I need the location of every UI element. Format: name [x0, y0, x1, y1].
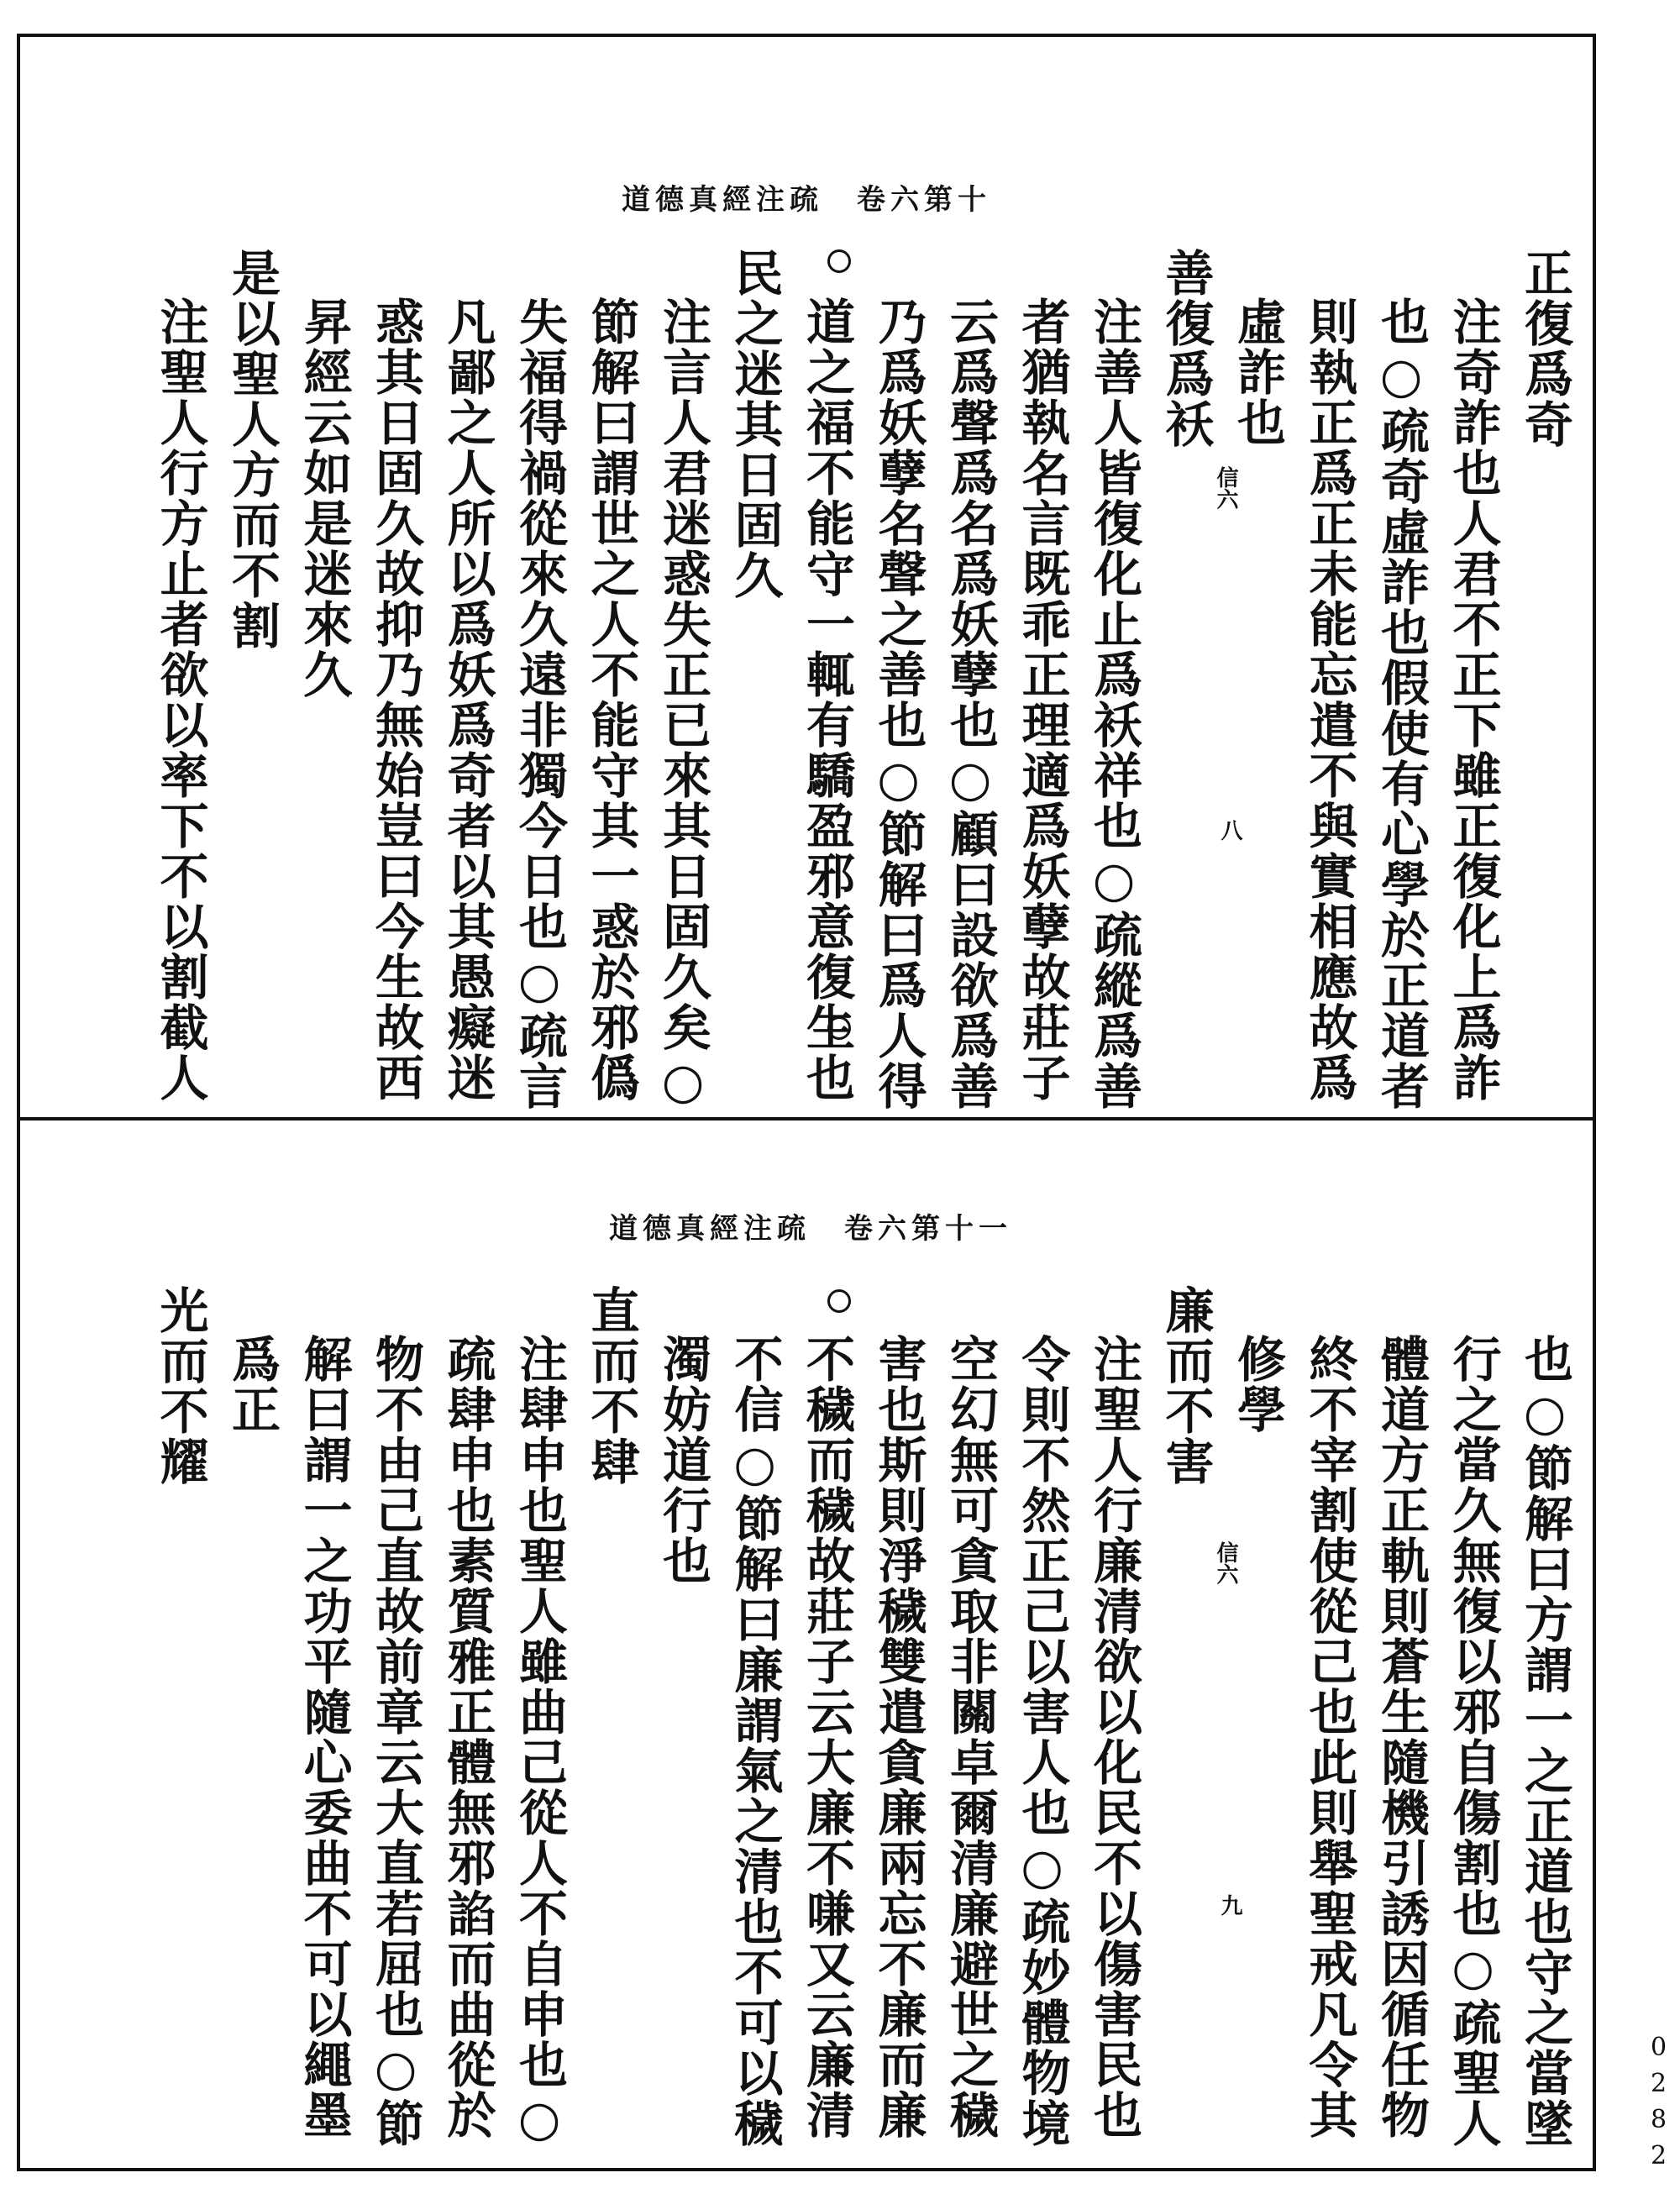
running-head: 道德真經注疏 卷六第十一: [609, 1212, 1012, 1246]
text-column: 空幻無可貪取非關卓爾清廉避世之穢: [942, 1334, 999, 2140]
margin-mark: 信六: [1213, 1541, 1238, 1585]
text-column: 凡鄙之人所以爲妖爲奇者以其愚癡迷: [438, 297, 496, 1103]
text-column: 也○疏奇虛詐也假使有心學於正道者: [1373, 297, 1430, 1111]
bottom-half: [17, 1117, 1596, 2171]
text-column: 失福得禍從來久遠非獨今日也○疏言: [511, 297, 568, 1111]
text-column: 物不由己直故前章云大直若屈也○節: [367, 1334, 424, 2149]
circle-mark: [827, 1289, 851, 1313]
text-column: 解曰謂一之功平隨心委曲不可以繩墨: [295, 1334, 353, 2140]
text-column: 不穢而穢故莊子云大廉不嗛又云廉清: [798, 1334, 855, 2140]
text-column: 光而不耀: [151, 1285, 209, 1487]
circle-mark: [827, 249, 851, 273]
text-column: 注肆申也聖人雖曲己從人不自申也○: [511, 1334, 568, 2149]
top-half: [17, 34, 1596, 1117]
margin-mark: 信六: [1213, 466, 1238, 510]
text-column: 也○節解曰方謂一之正道也守之當墜: [1516, 1334, 1573, 2149]
text-column: 注聖人行方止者欲以率下不以割截人: [151, 297, 209, 1103]
text-column: 者猶執名言既乖正理適爲妖孽故莊子: [1013, 297, 1071, 1103]
page-number: 0282: [1644, 2033, 1673, 2177]
text-column: 正復爲奇: [1516, 248, 1573, 449]
text-column: 注聖人行廉清欲以化民不以傷害民也: [1085, 1334, 1142, 2140]
text-column: 終不宰割使從己也此則舉聖戒凡令其: [1300, 1334, 1358, 2140]
text-column: 民之迷其日固久: [726, 248, 784, 601]
text-column: 體道方正軌則蒼生隨機引誘因循任物: [1373, 1334, 1430, 2140]
text-column: 行之當久無復以邪自傷割也○疏聖人: [1444, 1334, 1502, 2149]
text-column: 直而不肆: [582, 1285, 640, 1487]
text-column: 廉而不害: [1157, 1285, 1215, 1487]
text-column: 乃爲妖孽名聲之善也○節解曰爲人得: [869, 297, 927, 1111]
running-head: 道德真經注疏 卷六第十: [622, 183, 991, 217]
text-column: 令則不然正己以害人也○疏妙體物境: [1013, 1334, 1071, 2149]
text-column: 爲正: [223, 1334, 281, 1435]
text-column: 則執正爲正未能忘遣不與實相應故爲: [1300, 297, 1358, 1103]
text-column: 注善人皆復化止爲袄祥也○疏縱爲善: [1085, 297, 1142, 1111]
text-column: 修學: [1229, 1334, 1286, 1435]
text-column: 注奇詐也人君不正下雖正復化上爲詐: [1444, 297, 1502, 1103]
text-column: 濁妨道行也: [654, 1334, 711, 1586]
text-column: 節解曰謂世之人不能守其一惑於邪僞: [582, 297, 640, 1103]
text-column: 道之福不能守一輒有驕盈邪意復生也: [798, 297, 855, 1103]
text-column: 惑其日固久故抑乃無始豈曰今生故西: [367, 297, 424, 1103]
text-column: 是以聖人方而不割: [223, 248, 281, 651]
text-column: 虛詐也: [1229, 297, 1286, 448]
text-column: 昇經云如是迷來久: [295, 297, 353, 700]
text-column: 不信○節解曰廉謂氣之清也不可以穢: [726, 1334, 784, 2149]
margin-mark: 九: [1217, 1894, 1242, 1916]
text-column: 疏肆申也素質雅正體無邪諂而曲從於: [438, 1334, 496, 2140]
text-column: 云爲聲爲名爲妖孽也○顧曰設欲爲善: [942, 297, 999, 1111]
text-column: 注言人君迷惑失正已來其日固久矣○: [654, 297, 711, 1111]
margin-mark: 八: [1217, 819, 1242, 841]
text-column: 害也斯則淨穢雙遣貪廉兩忘不廉而廉: [869, 1334, 927, 2140]
text-column: 善復爲袄: [1157, 248, 1215, 449]
